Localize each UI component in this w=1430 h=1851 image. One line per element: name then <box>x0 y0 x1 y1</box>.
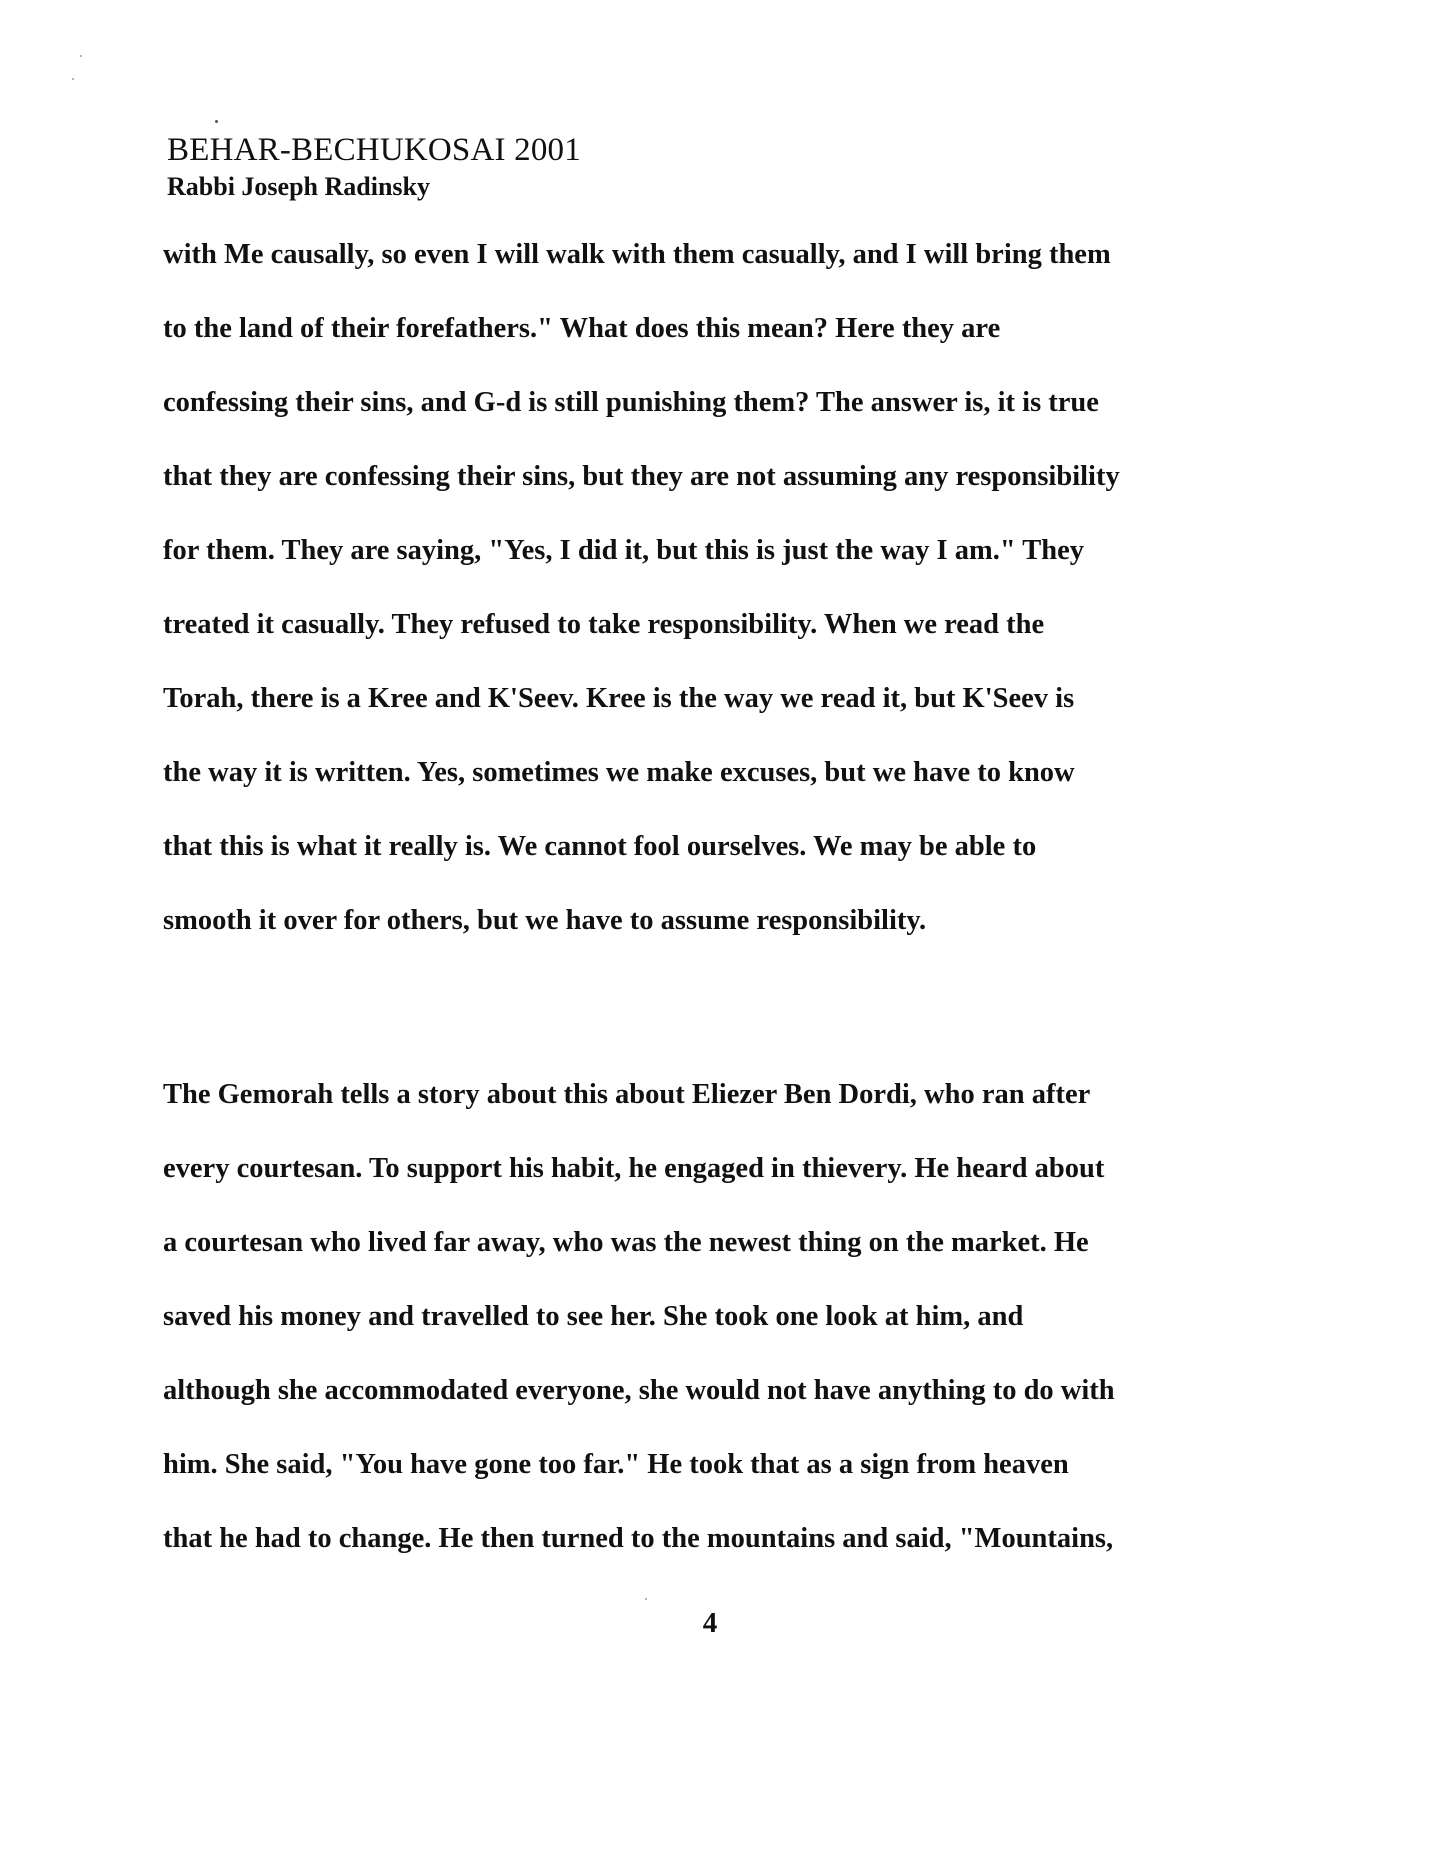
page-number: 4 <box>702 1607 718 1639</box>
text-line: The Gemorah tells a story about this about Eliezer Ben Dordi, who ran after <box>163 1079 1091 1110</box>
scan-speck <box>72 78 74 80</box>
text-line: confessing their sins, and G-d is still punishing them? The answer is, it is true <box>163 387 1099 418</box>
text-line: Torah, there is a Kree and K'Seev. Kree is the way we read it, but K'Seev is <box>163 683 1075 714</box>
text-line: that this is what it really is. We cannot fool ourselves. We may be able to <box>163 831 1037 862</box>
text-line: treated it casually. They refused to take responsibility. When we read the <box>163 609 1045 640</box>
text-line: saved his money and travelled to see her. She took one look at him, and <box>163 1301 1024 1332</box>
text-line: that they are confessing their sins, but they are not assuming any responsibility <box>163 461 1120 492</box>
paragraph <box>163 218 1273 958</box>
text-line: for them. They are saying, "Yes, I did it, but this is just the way I am." They <box>163 535 1085 566</box>
scan-speck <box>215 120 218 123</box>
text-line: the way it is written. Yes, sometimes we make excuses, but we have to know <box>163 757 1075 788</box>
text-line: him. She said, "You have gone too far." He took that as a sign from heaven <box>163 1449 1069 1480</box>
text-line: a courtesan who lived far away, who was the newest thing on the market. He <box>163 1227 1089 1258</box>
scan-speck <box>80 55 82 57</box>
text-line: smooth it over for others, but we have to assume responsibility. <box>163 905 927 936</box>
document-header <box>167 130 1267 204</box>
text-line: every courtesan. To support his habit, he engaged in thievery. He heard about <box>163 1153 1105 1184</box>
text-line: with Me causally, so even I will walk with them casually, and I will bring them <box>163 239 1111 270</box>
scan-speck <box>645 1598 647 1600</box>
text-line: although she accommodated everyone, she would not have anything to do with <box>163 1375 1115 1406</box>
text-line: to the land of their forefathers." What does this mean? Here they are <box>163 313 1001 344</box>
document-title: BEHAR-BECHUKOSAI 2001 <box>167 132 581 168</box>
text-line: that he had to change. He then turned to the mountains and said, "Mountains, <box>163 1523 1114 1554</box>
document-author: Rabbi Joseph Radinsky <box>167 172 430 201</box>
paragraph <box>163 1058 1273 1576</box>
